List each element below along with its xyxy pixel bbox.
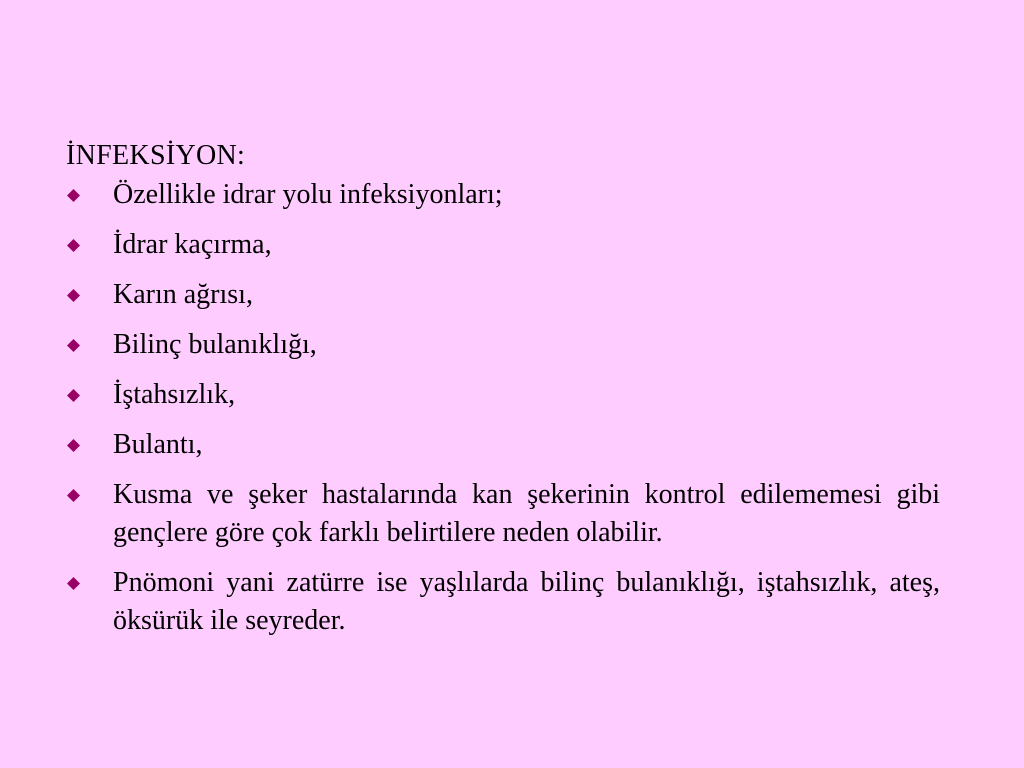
bullet-item [66,176,940,214]
bullet-item [66,376,940,414]
bullet-text: Özellikle idrar yolu infeksiyonları; [113,179,503,210]
bullet-item [66,226,940,264]
bullet-text: Pnömoni yani zatürre ise yaşlılarda bilinç bulanıklığı, iştahsızlık, ateş, öksürük ile seyreder. [113,567,940,636]
slide-content [66,137,940,652]
bullet-text: Bilinç bulanıklığı, [113,329,317,360]
diamond-bullet-icon [67,577,80,590]
slide-heading: İNFEKSİYON: [66,140,246,171]
bullet-item [66,476,940,552]
diamond-bullet-icon [67,389,80,402]
diamond-bullet-icon [67,289,80,302]
diamond-bullet-icon [67,239,80,252]
diamond-bullet-icon [67,339,80,352]
bullet-text: İdrar kaçırma, [113,229,272,260]
diamond-bullet-icon [67,439,80,452]
bullet-list [66,176,940,640]
bullet-item [66,326,940,364]
bullet-text: Kusma ve şeker hastalarında kan şekerinin kontrol edilememesi gibi gençlere göre çok farklı belirtilere neden olabilir. [113,479,940,548]
bullet-item [66,276,940,314]
bullet-text: Karın ağrısı, [113,279,253,310]
bullet-text: İştahsızlık, [113,379,236,410]
diamond-bullet-icon [67,489,80,502]
diamond-bullet-icon [67,189,80,202]
bullet-item [66,564,940,640]
bullet-text: Bulantı, [113,429,203,460]
bullet-item [66,426,940,464]
